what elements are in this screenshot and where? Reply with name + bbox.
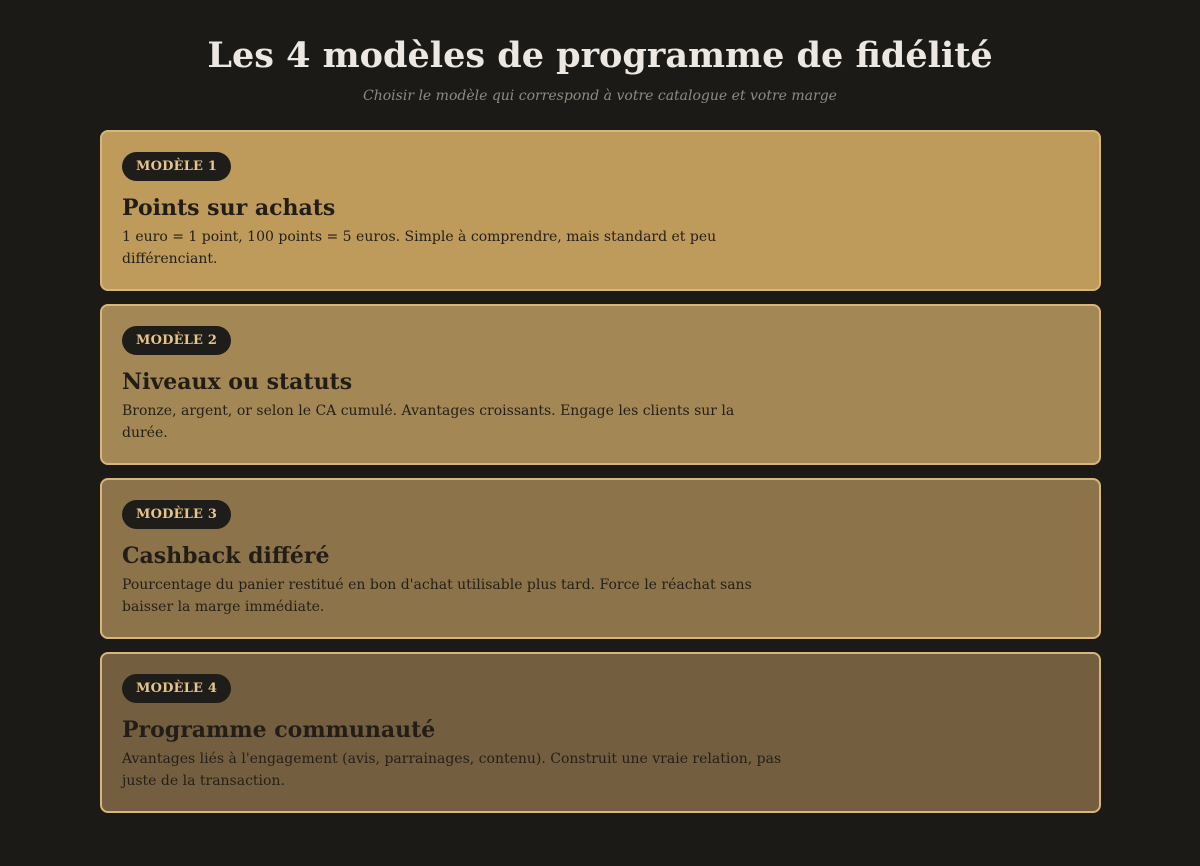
model-title: Programme communauté xyxy=(122,717,436,743)
model-description: 1 euro = 1 point, 100 points = 5 euros. Simple à comprendre, mais standard et peu différenciant. xyxy=(122,229,717,267)
model-card-2 xyxy=(100,304,1101,465)
model-title: Niveaux ou statuts xyxy=(122,369,353,395)
model-badge: MODÈLE 1 xyxy=(122,152,231,181)
model-card-3 xyxy=(100,478,1101,639)
model-title: Points sur achats xyxy=(122,195,336,221)
model-card-4 xyxy=(100,652,1101,813)
model-badge: MODÈLE 4 xyxy=(122,674,231,703)
model-title: Cashback différé xyxy=(122,543,330,569)
model-description: Pourcentage du panier restitué en bon d'achat utilisable plus tard. Force le réachat sans baisser la marge immédiate. xyxy=(122,577,752,615)
model-card-1 xyxy=(100,130,1101,291)
model-cards xyxy=(100,130,1101,826)
model-description: Bronze, argent, or selon le CA cumulé. Avantages croissants. Engage les clients sur la durée. xyxy=(122,403,735,441)
model-badge: MODÈLE 2 xyxy=(122,326,231,355)
page-subtitle: Choisir le modèle qui correspond à votre catalogue et votre marge xyxy=(363,88,837,104)
model-description: Avantages liés à l'engagement (avis, parrainages, contenu). Construit une vraie relation, pas juste de la transaction. xyxy=(122,751,782,789)
page-title: Les 4 modèles de programme de fidélité xyxy=(207,35,993,76)
model-badge: MODÈLE 3 xyxy=(122,500,231,529)
